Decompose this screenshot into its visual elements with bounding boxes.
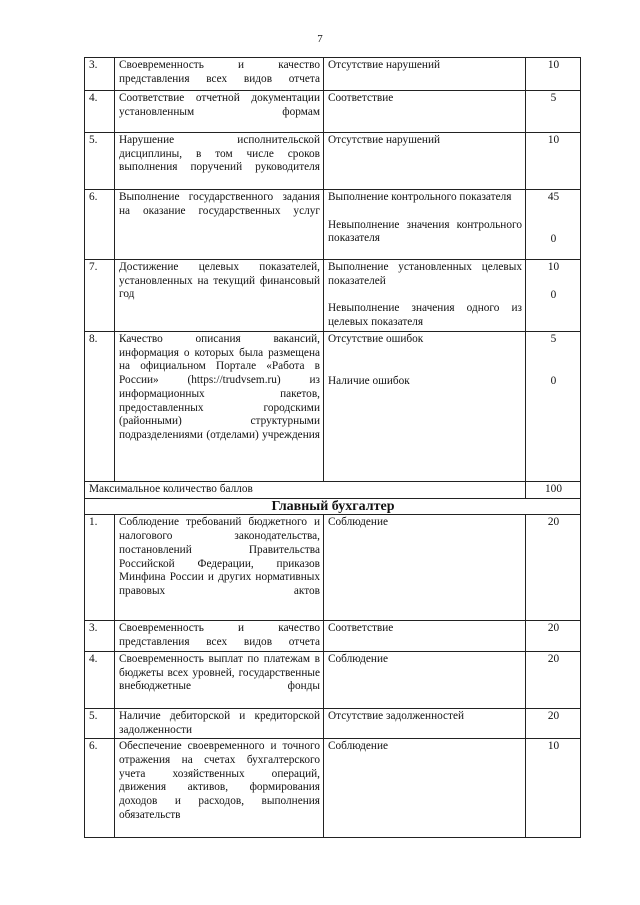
row-number: 7. bbox=[85, 260, 115, 332]
condition-cell bbox=[324, 91, 526, 133]
condition-text: Отсутствие нарушений bbox=[328, 134, 441, 146]
criterion-cell: Выполнение государственного задания на оказание государственных услуг bbox=[115, 190, 324, 260]
condition-text: Невыполнение значения одного из целевых показателя bbox=[328, 302, 522, 329]
condition-cell bbox=[324, 708, 526, 738]
criteria-table bbox=[84, 57, 581, 838]
points-cell bbox=[526, 133, 581, 190]
condition-text: Отсутствие ошибок bbox=[328, 333, 424, 345]
criterion-cell: Обеспечение своевременного и точного отражения на счетах бухгалтерского учета хозяйственных операций, движения активов, формирования доходов и расходов, выполнения обязательств bbox=[115, 739, 324, 838]
condition-cell bbox=[324, 739, 526, 838]
points-value: 20 bbox=[547, 709, 560, 722]
condition-cell bbox=[324, 58, 526, 91]
criterion-cell: Достижение целевых показателей, установленных на текущий финансовый год bbox=[115, 260, 324, 332]
table-row bbox=[85, 515, 581, 621]
points-value: 45 bbox=[547, 191, 560, 203]
table-row bbox=[85, 332, 581, 482]
criterion-cell: Своевременность и качество представления всех видов отчета bbox=[115, 621, 324, 651]
points-cell bbox=[526, 190, 581, 260]
total-row bbox=[85, 482, 581, 499]
points-value: 20 bbox=[547, 622, 560, 635]
row-number: 8. bbox=[85, 332, 115, 482]
condition-text: Отсутствие нарушений bbox=[328, 59, 441, 71]
criterion-cell: Нарушение исполнительской дисциплины, в том числе сроков выполнения поручений руководителя bbox=[115, 133, 324, 190]
condition-text: Невыполнение значения контрольного показателя bbox=[328, 218, 522, 245]
points-value: 5 bbox=[550, 333, 557, 345]
points-cell bbox=[526, 58, 581, 91]
row-number: 6. bbox=[85, 739, 115, 838]
condition-cell bbox=[324, 190, 526, 260]
table-row bbox=[85, 260, 581, 332]
table-row bbox=[85, 133, 581, 190]
points-value: 0 bbox=[550, 288, 557, 301]
points-cell bbox=[526, 515, 581, 621]
points-cell bbox=[526, 332, 581, 482]
criterion-cell: Наличие дебиторской и кредиторской задолженности bbox=[115, 708, 324, 738]
condition-cell bbox=[324, 515, 526, 621]
points-cell bbox=[526, 91, 581, 133]
total-points: 100 bbox=[526, 482, 581, 499]
points-cell bbox=[526, 739, 581, 838]
table-row bbox=[85, 708, 581, 738]
row-number: 5. bbox=[85, 708, 115, 738]
criterion-cell: Качество описания вакансий, информация о которых была размещена на официальном Портале «Работа в России» (https://trudvsem.ru) из информационных пакетов, предоставленных городскими (районными) структурными подразделениями (отделами) учреждения bbox=[115, 332, 324, 482]
table-row bbox=[85, 58, 581, 91]
points-value: 0 bbox=[550, 232, 557, 245]
row-number: 3. bbox=[85, 621, 115, 651]
points-value: 10 bbox=[547, 740, 560, 753]
table-row bbox=[85, 651, 581, 708]
criterion-cell: Соблюдение требований бюджетного и налогового законодательства, постановлений Правительства Российской Федерации, приказов Минфина России и других нормативных правовых актов bbox=[115, 515, 324, 621]
table-row bbox=[85, 739, 581, 838]
condition-text: Выполнение контрольного показателя bbox=[328, 191, 512, 203]
points-value: 10 bbox=[547, 261, 560, 273]
table-row bbox=[85, 190, 581, 260]
condition-text: Соответствие bbox=[328, 622, 394, 635]
table-row bbox=[85, 621, 581, 651]
condition-cell bbox=[324, 651, 526, 708]
condition-text: Соблюдение bbox=[328, 516, 389, 529]
page-number: 7 bbox=[317, 33, 323, 45]
condition-text: Наличие ошибок bbox=[328, 374, 410, 387]
criterion-cell: Соответствие отчетной документации установленным формам bbox=[115, 91, 324, 133]
row-number: 4. bbox=[85, 91, 115, 133]
total-label: Максимальное количество баллов bbox=[85, 482, 526, 499]
points-cell bbox=[526, 651, 581, 708]
total-section bbox=[85, 482, 581, 515]
top-section bbox=[85, 58, 581, 482]
points-cell bbox=[526, 708, 581, 738]
condition-text: Соблюдение bbox=[328, 652, 389, 665]
bottom-section bbox=[85, 515, 581, 838]
points-cell bbox=[526, 260, 581, 332]
row-number: 3. bbox=[85, 58, 115, 91]
section-title-row bbox=[85, 498, 581, 515]
points-value: 5 bbox=[550, 92, 557, 104]
criterion-cell: Своевременность и качество представления всех видов отчета bbox=[115, 58, 324, 91]
condition-cell bbox=[324, 621, 526, 651]
table-row bbox=[85, 91, 581, 133]
row-number: 1. bbox=[85, 515, 115, 621]
points-value: 0 bbox=[550, 374, 557, 387]
condition-text: Соблюдение bbox=[328, 740, 389, 753]
points-value: 10 bbox=[547, 134, 560, 146]
points-value: 20 bbox=[547, 516, 560, 529]
points-cell bbox=[526, 621, 581, 651]
points-value: 10 bbox=[547, 59, 560, 71]
condition-cell bbox=[324, 332, 526, 482]
condition-cell bbox=[324, 260, 526, 332]
row-number: 6. bbox=[85, 190, 115, 260]
condition-text: Отсутствие задолженностей bbox=[328, 709, 465, 722]
condition-cell bbox=[324, 133, 526, 190]
condition-text: Выполнение установленных целевых показателей bbox=[328, 261, 522, 287]
row-number: 5. bbox=[85, 133, 115, 190]
points-value: 20 bbox=[547, 652, 560, 665]
condition-text: Соответствие bbox=[328, 92, 394, 104]
row-number: 4. bbox=[85, 651, 115, 708]
criterion-cell: Своевременность выплат по платежам в бюджеты всех уровней, государственные внебюджетные фонды bbox=[115, 651, 324, 708]
section-title: Главный бухгалтер bbox=[85, 498, 581, 515]
